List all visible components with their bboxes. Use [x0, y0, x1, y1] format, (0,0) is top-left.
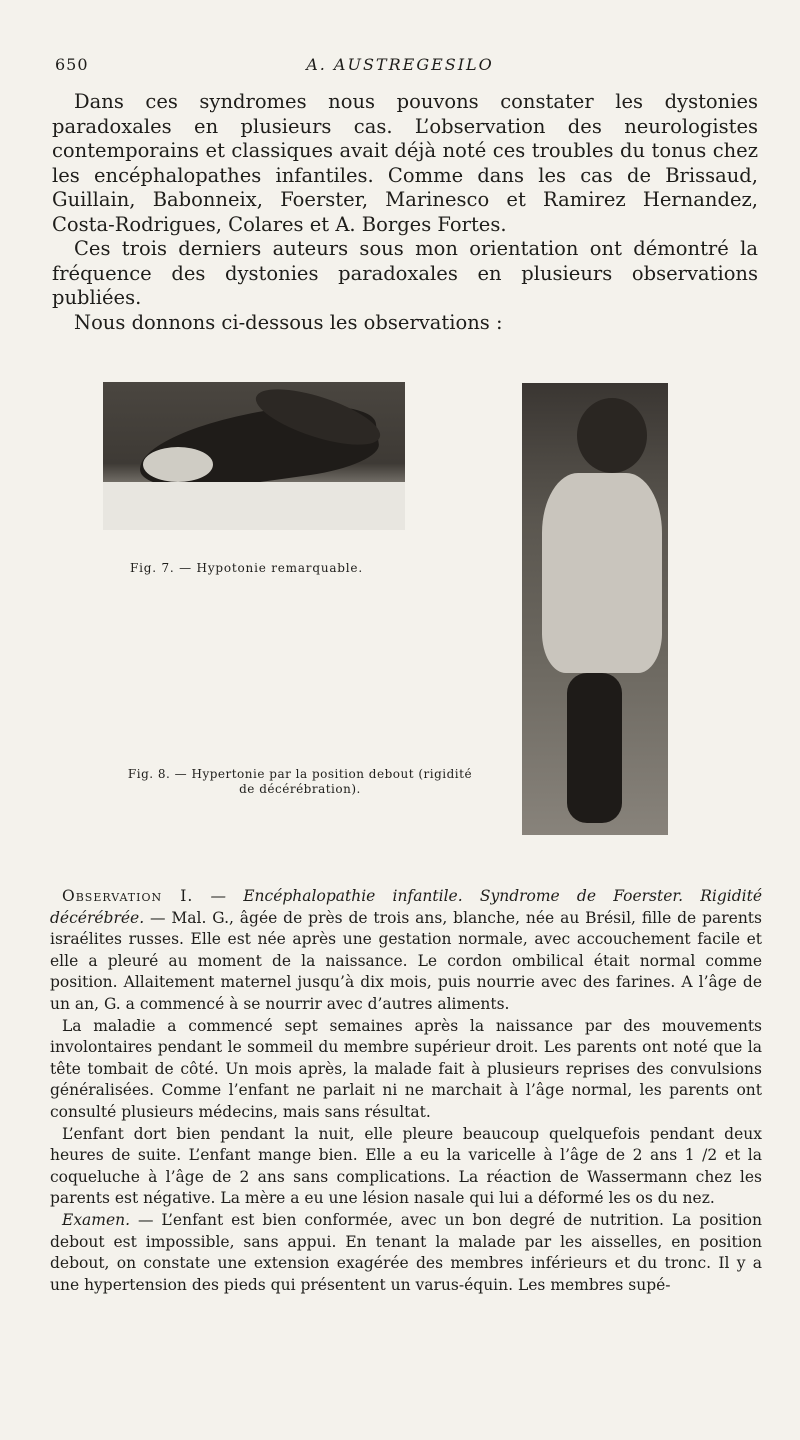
- figure-8-caption-line-2: de décérébration).: [239, 782, 361, 796]
- photo-figure-shape: [567, 673, 622, 823]
- observation-title: — Encéphalopathie infantile. Syndrome de Foerster. Rigidité décérébrée.: [50, 887, 762, 927]
- observation-body-1: — Mal. G., âgée de près de trois ans, blanche, née au Brésil, fille de parents israélites russes. Elle est née après une gestation normale, avec accouchement facile et elle a pleuré au moment de la naissance. Le cordon ombilical était normal comme position. Allaitement maternel jusqu’à dix mois, puis nourrie avec des farines. A l’âge de un an, G. a commencé à se nourrir avec d’autres aliments.: [50, 908, 762, 1013]
- running-head: A. AUSTREGESILO: [306, 55, 494, 74]
- intro-paragraph-2: Ces trois derniers auteurs sous mon orientation ont démontré la fréquence des dystonies paradoxales en plusieurs observations publiées.: [52, 237, 758, 309]
- intro-paragraph-1: Dans ces syndromes nous pouvons constater les dystonies paradoxales en plusieurs cas. L’observation des neurologistes contemporains et classiques avait déjà noté ces troubles du tonus chez les encéphalopathes infantiles. Comme dans les cas de Brissaud, Guillain, Babonneix, Foerster, Marinesco et Ramirez Hernandez, Costa-Rodrigues, Colares et A. Borges Fortes.: [52, 90, 758, 236]
- observation-paragraph-2: La maladie a commencé sept semaines après la naissance par des mouvements involontaires pendant le sommeil du membre supérieur droit. Les parents ont noté que la tête tombait de côté. Un mois après, la malade fait à plusieurs reprises des convulsions généralisées. Comme l’enfant ne parlait ni ne marchait à l’âge normal, les parents ont consulté plusieurs médecins, mais sans résultat.: [50, 1016, 762, 1121]
- observation-paragraph-4: [50, 1210, 762, 1296]
- observation-paragraph-3: L’enfant dort bien pendant la nuit, elle pleure beaucoup quelquefois pendant deux heures de suite. L’enfant mange bien. Elle a eu la varicelle à l’âge de 2 ans 1 /2 et la coqueluche à l’âge de 2 ans sans complications. La réaction de Wassermann chez les parents est négative. La mère a eu une lésion nasale qui lui a déformé les os du nez.: [50, 1124, 762, 1208]
- observation-paragraph-1: [50, 886, 762, 1016]
- figure-8-caption-line-1: Fig. 8. — Hypertonie par la position debout (rigidité: [127, 767, 473, 781]
- photo-figure-shape: [143, 447, 213, 482]
- intro-paragraph-3: Nous donnons ci-dessous les observations :: [74, 310, 503, 334]
- photo-sheet: [103, 482, 405, 530]
- page-number: 650: [55, 55, 89, 74]
- figure-8-caption: [100, 767, 500, 797]
- observation-text: [50, 886, 762, 1296]
- figure-7-photo: [103, 382, 405, 530]
- photo-figure-shape: [542, 473, 662, 673]
- figure-8-photo: [522, 383, 668, 835]
- photo-figure-shape: [577, 398, 647, 473]
- observation-label: Observation I.: [62, 887, 194, 905]
- observation-body-4: — L’enfant est bien conformée, avec un bon degré de nutrition. La position debout est impossible, sans appui. En tenant la malade par les aisselles, en position debout, on constate une extension exagérée des membres inférieurs et du tronc. Il y a une hypertension des pieds qui présentent un varus-équin. Les membres supé-: [50, 1210, 762, 1294]
- examen-label: Examen.: [62, 1210, 131, 1229]
- figure-7-caption: Fig. 7. — Hypotonie remarquable.: [130, 561, 363, 575]
- intro-text: [52, 90, 758, 335]
